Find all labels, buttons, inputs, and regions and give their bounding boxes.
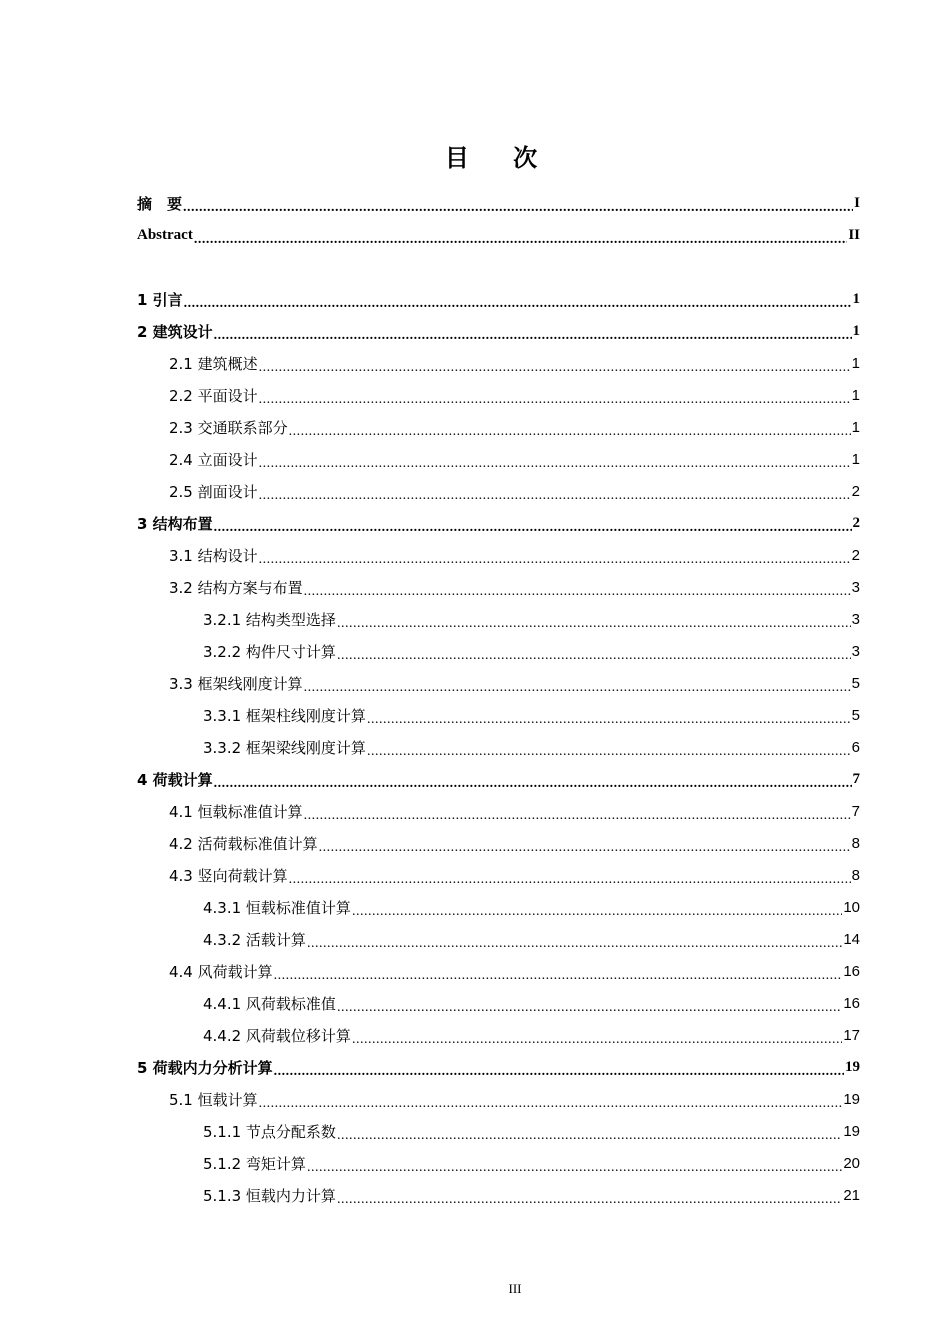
toc-leader-dots [289,871,851,891]
toc-leader-dots [304,807,851,827]
toc-leader-dots [183,199,853,219]
toc-leader-dots [319,839,851,859]
toc-entry[interactable] [137,795,860,827]
toc-entry[interactable] [137,283,860,315]
toc-entry-page-number: 19 [843,1090,860,1108]
toc-entry[interactable] [137,219,860,251]
toc-entry[interactable] [137,1051,860,1083]
toc-leader-dots [274,967,843,987]
toc-entry-page-number: 19 [843,1122,860,1140]
toc-entry-label: 3.3 框架线刚度计算 [169,674,303,693]
toc-leader-dots [337,615,851,635]
toc-leader-dots [194,231,847,251]
toc-entry-label: Abstract [137,226,193,243]
toc-entry-label: 3.2.2 构件尺寸计算 [203,642,336,661]
toc-entry-label: 1 引言 [137,290,183,309]
toc-entry[interactable] [137,411,860,443]
toc-entry-page-number: 19 [845,1058,860,1075]
toc-entry-page-number: 2 [851,482,860,500]
toc-entry[interactable] [137,1083,860,1115]
toc-entry-page-number: 2 [852,514,860,531]
toc-entry[interactable] [137,187,860,219]
toc-entry-page-number: 3 [851,642,860,660]
toc-entry-page-number: 2 [851,546,860,564]
toc-entry-page-number: 1 [852,290,860,307]
toc-entry-page-number: I [854,194,860,211]
toc-leader-dots [307,935,842,955]
toc-entry[interactable] [137,539,860,571]
toc-leader-dots [214,519,852,539]
toc-leader-dots [259,455,851,475]
toc-entry[interactable] [137,507,860,539]
toc-entry-label: 3.3.2 框架梁线刚度计算 [203,738,366,757]
toc-entry[interactable] [137,667,860,699]
toc-entry[interactable] [137,1019,860,1051]
toc-leader-dots [259,487,851,507]
toc-entry[interactable] [137,475,860,507]
toc-entry-page-number: II [848,226,860,243]
toc-leader-dots [307,1159,842,1179]
toc-entry-label: 2.4 立面设计 [169,450,258,469]
toc-entry-page-number: 3 [851,610,860,628]
toc-leader-dots [337,1191,842,1211]
toc-leader-dots [367,711,851,731]
toc-entry[interactable] [137,603,860,635]
toc-entry-label: 2.3 交通联系部分 [169,418,288,437]
toc-leader-dots [367,743,851,763]
toc-leader-dots [274,1063,844,1083]
toc-entry-page-number: 17 [843,1026,860,1044]
toc-entry-page-number: 16 [843,994,860,1012]
toc-entry-label: 4.4 风荷载计算 [169,962,273,981]
toc-entry-label: 4.3.2 活载计算 [203,930,306,949]
toc-entry-page-number: 16 [843,962,860,980]
toc-entry-label: 5 荷载内力分析计算 [137,1058,273,1077]
toc-entry-label: 4.1 恒载标准值计算 [169,802,303,821]
toc-entry[interactable] [137,635,860,667]
toc-leader-dots [184,295,852,315]
toc-entry[interactable] [137,859,860,891]
toc-entry[interactable] [137,315,860,347]
toc-leader-dots [304,583,851,603]
toc-entry-label: 4.4.2 风荷载位移计算 [203,1026,351,1045]
toc-entry[interactable] [137,1115,860,1147]
toc-entry-page-number: 7 [851,802,860,820]
toc-entry-label: 3.2 结构方案与布置 [169,578,303,597]
toc-entry-label: 摘 要 [137,194,183,213]
toc-entry[interactable] [137,731,860,763]
toc-entry-label: 2.2 平面设计 [169,386,258,405]
toc-entry-page-number: 5 [851,706,860,724]
toc-entry[interactable] [137,1147,860,1179]
toc-entry-label: 4.2 活荷载标准值计算 [169,834,318,853]
toc-entry[interactable] [137,347,860,379]
toc-entry[interactable] [137,379,860,411]
toc-entry-page-number: 8 [851,834,860,852]
toc-entry[interactable] [137,891,860,923]
toc-entry-page-number: 8 [851,866,860,884]
toc-leader-dots [352,903,842,923]
toc-entry-label: 5.1.1 节点分配系数 [203,1122,336,1141]
toc-entry-label: 2.5 剖面设计 [169,482,258,501]
toc-entry-page-number: 1 [852,322,860,339]
toc-leader-dots [259,1095,843,1115]
toc-entry-label: 3.3.1 框架柱线刚度计算 [203,706,366,725]
toc-entry[interactable] [137,699,860,731]
toc-entry-label: 4.3 竖向荷载计算 [169,866,288,885]
page-title: 目 次 [444,144,556,172]
toc-entry-page-number: 7 [852,770,860,787]
toc-leader-dots [304,679,851,699]
toc-entry[interactable] [137,443,860,475]
toc-leader-dots [214,775,852,795]
toc-entry[interactable] [137,987,860,1019]
toc-entry[interactable] [137,571,860,603]
footer-page-number: III [508,1281,522,1296]
toc-entry[interactable] [137,763,860,795]
toc-entry-page-number: 20 [843,1154,860,1172]
toc-entry-page-number: 14 [843,930,860,948]
toc-entry-page-number: 1 [851,450,860,468]
toc-leader-dots [337,999,842,1019]
toc-entry[interactable] [137,923,860,955]
toc-entry-label: 2.1 建筑概述 [169,354,258,373]
toc-entry-page-number: 21 [843,1186,860,1204]
toc-entry-label: 3.2.1 结构类型选择 [203,610,336,629]
toc-leader-dots [289,423,851,443]
toc-entry-page-number: 10 [843,898,860,916]
toc-entry[interactable] [137,1179,860,1211]
toc-leader-dots [259,391,851,411]
table-of-contents [137,187,860,1211]
toc-entry-label: 4 荷载计算 [137,770,213,789]
toc-entry-label: 4.3.1 恒载标准值计算 [203,898,351,917]
toc-entry-label: 5.1 恒载计算 [169,1090,258,1109]
toc-entry-page-number: 6 [851,738,860,756]
toc-entry-label: 5.1.3 恒载内力计算 [203,1186,336,1205]
toc-leader-dots [259,551,851,571]
toc-entry-page-number: 1 [851,386,860,404]
toc-entry-page-number: 1 [851,418,860,436]
toc-entry[interactable] [137,955,860,987]
toc-leader-dots [259,359,851,379]
toc-entry-label: 4.4.1 风荷载标准值 [203,994,336,1013]
toc-entry-label: 3.1 结构设计 [169,546,258,565]
toc-entry-label: 2 建筑设计 [137,322,213,341]
toc-entry-page-number: 5 [851,674,860,692]
toc-entry-page-number: 1 [851,354,860,372]
toc-leader-dots [337,1127,842,1147]
toc-entry-page-number: 3 [851,578,860,596]
toc-leader-dots [337,647,851,667]
toc-entry[interactable] [137,827,860,859]
toc-leader-dots [214,327,852,347]
toc-entry-label: 5.1.2 弯矩计算 [203,1154,306,1173]
toc-entry-label: 3 结构布置 [137,514,213,533]
toc-leader-dots [352,1031,842,1051]
